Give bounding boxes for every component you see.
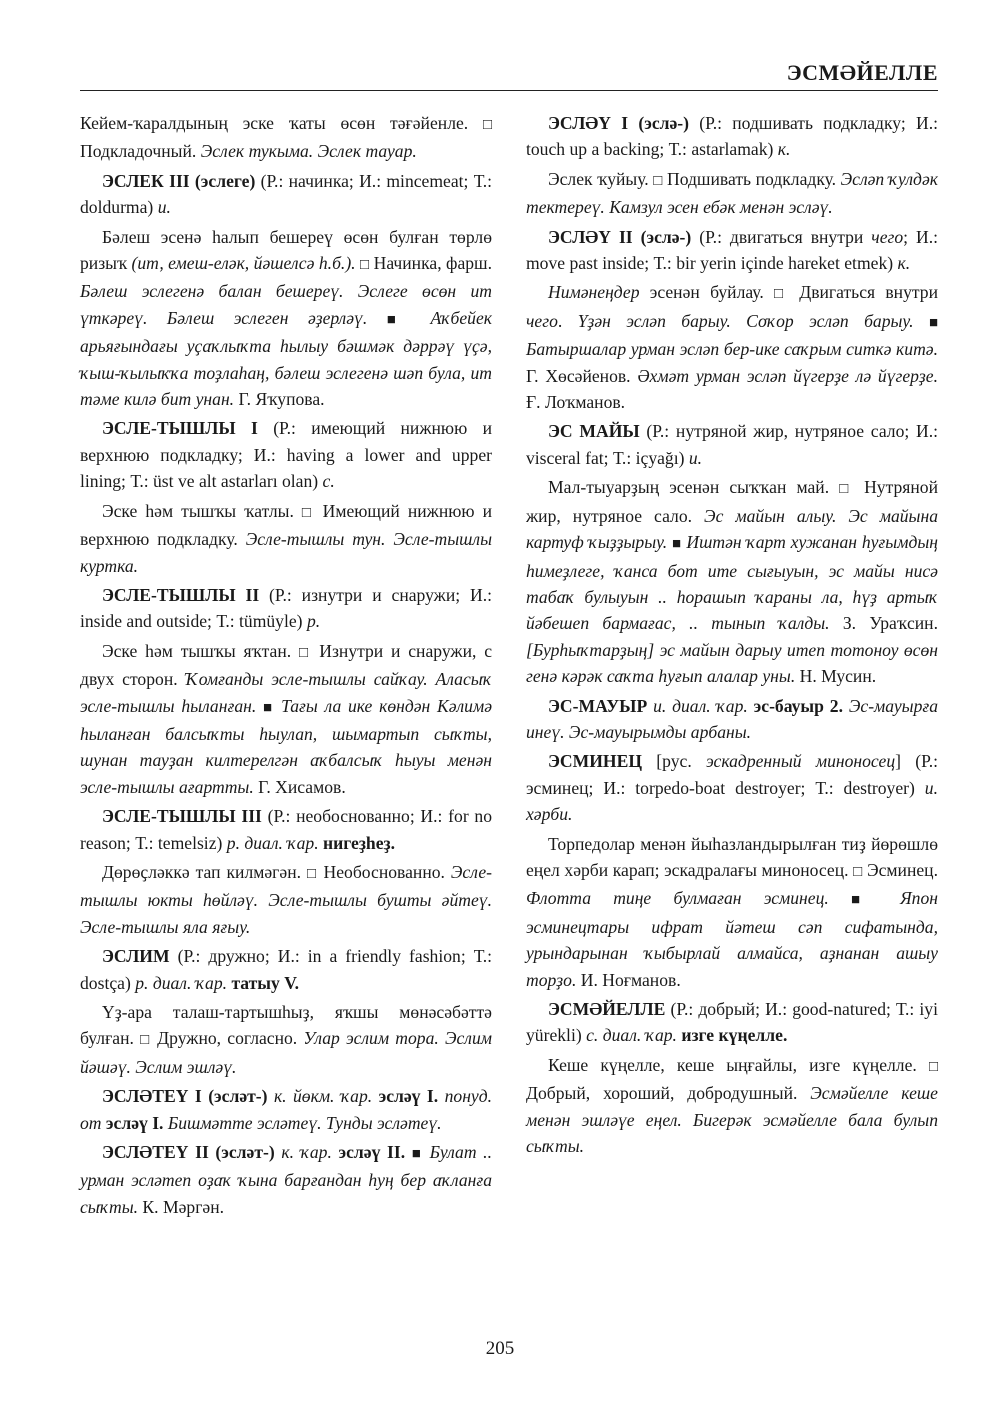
dictionary-paragraph [526,748,938,827]
text-run: Торпедолар менән йыһазландырылған тиҙ йөрөшлө еңел хәрби карап; эскадралағы миноносец. [526,833,938,880]
right-column [526,110,938,1162]
text-run [256,696,263,716]
headword: ЭСЛӘТЕҮ II (эсләт-) [102,1142,275,1163]
text-run: (Р.: дружно; И.: in a friendly fashion; Т.: dostça) [80,946,492,993]
headword: эсләү II. [338,1142,406,1163]
text-run: Эслек ҡуйыу. [548,168,654,189]
dictionary-paragraph [526,418,938,471]
italic-text: Эслек тукыма. Эслек тауар. [200,141,417,162]
text-run: (Р.: имеющий нижнюю и верхнюю подкладку; И.: having a lower and upper lining; Т.: üst ve alt astarları olan) [80,418,492,492]
italic-text: Бәлеш эслегенә балан бешереү. Эслеге өсөн ит үткәреү. Бәлеш эслеген әҙерләү. [80,281,492,328]
translation-marker-icon: □ [853,863,863,880]
text-run: (Р.: необоснованно; И.: for no reason; Т.: temelsiz) [80,806,492,853]
dictionary-paragraph [526,831,938,993]
italic-text: (ит, емеш-еләк, йәшелсә һ.б.). [131,253,356,274]
translation-marker-icon: □ [298,644,312,661]
italic-text: [Бурһыҡтарҙың] эс майын дарыу итеп тотоноу өсөн генә кәрәк саҡта һуғып алалар уны. [526,639,938,687]
text-run: Дружно, согласно. [150,1028,304,1049]
text-run: (Р.: нутряной жир, нутряное сало; И.: visceral fat; Т.: içyağı) [526,421,938,468]
text-run: З. Ураҡсин. [829,613,938,634]
translation-marker-icon: □ [360,257,370,274]
italic-text: р. диал. ҡар. [135,972,228,993]
running-head [80,42,938,91]
dictionary-paragraph [526,279,938,415]
italic-text: р. [306,611,321,632]
text-run: Н. Мусин. [795,666,877,687]
translation-marker-icon: □ [482,117,492,133]
italic-text: эскадренный миноносец [706,751,896,772]
italic-text: Эс майын алыу. Эс майына картуф ҡыҙҙырыу. [526,505,938,553]
text-run: эсенән буйлау. [639,282,774,303]
translation-marker-icon: □ [773,286,789,303]
text-run: ] (Р.: эсминец; И.: torpedo-boat destroyer; Т.: destroyer) [526,751,938,798]
italic-text: Япон эсминецтары ифрат йәтеш сәп сифатында, урындарынан ҡыбырлай алмайса, аҙнанан ашыу торҙо. [526,888,938,990]
text-run: Эсминец. [862,859,938,880]
text-run: (Р.: изнутри и снаружи; И.: inside and outside; Т.: tümüyle) [80,584,492,632]
italic-text: и. [157,197,171,218]
text-run: Дөрөҫләккә тап килмәгән. [102,861,307,882]
italic-text: Эс-мауырға инеү. Эс-мауырымды арбаны. [526,695,939,742]
dictionary-paragraph [80,168,492,221]
headword: нигеҙһеҙ. [323,832,395,853]
translation-marker-icon: □ [306,865,318,882]
example-marker-icon: ■ [851,892,878,909]
italic-text: Эсле-тышлы тун. Эсле-тышлы куртка. [80,529,492,576]
italic-text: с. [322,471,335,492]
italic-text: Тағы ла ике көндән Кәлимә һыланған балсыҡты һыулап, шымартып сыҡты, шунан тауҙан килтерелгән аҡбалсыҡ һыуы менән эсле-тышлы ағартты. [80,695,493,797]
text-run [405,1142,412,1162]
headword: ЭСМӘЙЕЛЛЕ [548,999,666,1019]
italic-text: Иштән ҡарт хужанан һуғымдың һимеҙлеге, ҡанса бот ите сығыуын, эс майы нисә табаҡ булыуын .. һорашып ҡараны ла, һүҙ артыҡ йәбешеп бармағас, .. тынып ҡалды. [526,532,938,634]
example-marker-icon: ■ [262,699,275,716]
text-run: ; И.: move past inside; Т.: bir yerin içinde hareket etmek) [526,226,938,274]
example-marker-icon: ■ [411,1146,424,1163]
text-run: Г. Хөсәйенов. [526,365,638,386]
text-run [332,1142,339,1162]
example-marker-icon: ■ [928,314,939,331]
text-run [423,1142,430,1162]
headword: ЭСЛЕ-ТЫШЛЫ III [102,806,262,827]
dictionary-paragraph [80,582,492,635]
italic-text: и. [688,447,703,468]
italic-text: к. ҡар. [281,1142,332,1163]
italic-text: Нимәнеңдер [548,282,640,303]
italic-text: и. хәрби. [526,777,938,825]
dictionary-paragraph [526,1052,938,1160]
text-run [411,308,431,328]
headword: ЭСЛЕК III (эслеге) [102,170,256,191]
example-marker-icon: ■ [386,311,411,328]
italic-text: Эсмәйелле кеше менән эшләүе еңел. Бигерәк эсмәйелле бала булып сыҡты. [526,1083,938,1157]
dictionary-paragraph [80,943,492,996]
italic-text: Флотта тиңе булмаған эсминец. [526,888,829,909]
text-run: Г. Яҡупова. [234,389,325,410]
headword: ЭСЛЕ-ТЫШЛЫ I [102,418,258,439]
italic-text: понуд. от [80,1086,492,1133]
dictionary-paragraph [80,803,492,856]
dictionary-paragraph [526,110,938,163]
headword: ЭС МАЙЫ [548,421,640,442]
italic-text: с. диал. ҡар. [586,1025,677,1046]
headword: эсләү I. [378,1086,439,1107]
text-run: Двигаться внутри [788,282,939,303]
running-head-title: ЭСМӘЙЕЛЛЕ [786,60,938,85]
headword: ЭСЛӘҮ I (эслә-) [548,113,690,133]
text-run: И. Ноғманов. [576,969,681,990]
italic-text: чего [526,310,558,331]
translation-marker-icon: □ [301,504,315,521]
headword: эс-бауыр 2. [753,695,843,716]
text-run [829,888,851,908]
dictionary-paragraph [80,1139,492,1220]
dictionary-paragraph [80,859,492,940]
italic-text: к. йөкм. ҡар. [273,1086,373,1107]
headword: ЭСЛИМ [102,946,170,967]
headword: изге күңелле. [681,1025,788,1046]
italic-text: чего [871,226,904,247]
text-run: К. Мәргән. [138,1196,225,1217]
translation-marker-icon: □ [839,481,854,498]
dictionary-paragraph [80,638,492,800]
italic-text: Аҡбейек арьяғындағы уҫаҡлыҡта һылыу бәшмәк дәррәү үҫә, ҡыш-ҡылыҡҡа тоҙлаһаң, бәлеш эслегенә шәп була, ит тәме килә бит унан. [80,307,493,410]
text-run [878,888,900,908]
dictionary-paragraph [80,999,492,1080]
text-run: Ғ. Лоҡманов. [526,392,626,413]
text-run [367,308,387,328]
italic-text: Батыршалар урман эсләп бер-ике саҡрым ситкә китә. [526,339,938,360]
text-run: Эске һәм тышҡы ҡатлы. [102,500,302,521]
text-run: Бәлеш эсенә һалып бешереү өсөн булған төрлө ризыҡ [80,226,492,274]
headword: ЭСМИНЕЦ [548,751,643,772]
dictionary-paragraph [80,110,492,165]
dictionary-paragraph [80,224,492,413]
text-run: Үҙ-ара талаш-тартышһыҙ, яҡшы мөнәсәбәттә булған. [80,1002,492,1049]
left-column [80,110,492,1223]
headword: эсләү I. [105,1112,164,1133]
dictionary-paragraph [80,415,492,494]
text-run: Необоснованно. [317,861,451,882]
dictionary-paragraph [526,166,938,221]
italic-text: к. [897,253,911,274]
text-run: Г. Хисамов. [253,776,346,797]
dictionary-paragraph [80,498,492,579]
italic-text: и. диал. ҡар. [653,695,748,716]
text-run: Изнутри и снаружи, с двух сторон. [80,640,492,690]
translation-marker-icon: □ [140,1032,151,1049]
italic-text: Эсле-тышлы юкты һөйләү. Эсле-тышлы бушты әйтеү. Эсле-тышлы яла яғыу. [80,861,492,937]
italic-text: Улар эслим тора. Эслим йәшәү. Эслим эшләү. [80,1028,492,1077]
page-number: 205 [485,1338,515,1359]
text-run: Кейем-ҡаралдының эске ҡаты өсөн тәғәйенле. [80,113,483,133]
dictionary-paragraph [526,996,938,1049]
translation-marker-icon: □ [928,1058,938,1075]
dictionary-paragraph [526,693,938,746]
text-run: (Р.: добрый; И.: good-natured; Т.: iyi yürekli) [526,999,938,1046]
italic-text: Булат .. урман эсләтеп оҙаҡ ҡына барғандан һуң бер аҡланға сыҡты. [80,1142,492,1217]
text-run: . [557,310,578,331]
headword: ЭСЛӘТЕҮ I (эсләт-) [102,1086,268,1107]
text-run: Нутряной жир, нутряное сало. [526,477,938,526]
text-run: Добрый, хороший, добродушный. [526,1083,811,1104]
italic-text: Бишмәтте эсләтеү. Тунды эсләтеү. [167,1112,442,1133]
headword: ЭС-МАУЫР [548,695,648,716]
text-run: Мал-тыуарҙың эсенән сыҡҡан май. [548,477,840,498]
example-marker-icon: ■ [672,536,682,553]
text-run: Начинка, фарш. [369,253,492,274]
text-run: (Р.: двигаться внутри [691,226,872,247]
italic-text: Әхмәт урман эсләп йүгерҙе лә йүгерҙе. [637,365,938,386]
italic-text: Эсләп ҡулдәк тектереү. Камзул эсен ебәк менән эсләү. [526,168,938,218]
text-run: Эске һәм тышҡы яҡтан. [102,640,299,661]
text-run: Кеше күңелле, кеше ыңғайлы, изге күңелле. [548,1054,929,1075]
italic-text: к. [777,139,791,160]
italic-text: Үҙән эсләп барыу. Соҡор эсләп барыу. [577,310,914,331]
text-run: [рус. [642,751,706,772]
dictionary-paragraph [526,474,938,689]
dictionary-paragraph [526,224,938,277]
italic-text: р. диал. ҡар. [226,832,319,853]
text-run: Подшивать подкладку. [662,168,841,189]
italic-text: Ҡомғанды эсле-тышлы сайҡау. Аласыҡ эсле-тышлы һыланған. [80,669,492,716]
headword: ЭСЛӘҮ II (эслә-) [548,226,692,247]
translation-marker-icon: □ [653,172,663,189]
text-run: Имеющий нижнюю и верхнюю подкладку. [80,500,492,550]
headword: татыу V. [231,972,300,993]
headword: ЭСЛЕ-ТЫШЛЫ II [102,584,260,605]
text-run [914,311,929,331]
text-run: (Р.: подшивать подкладку; И.: touch up a backing; Т.: astarlamak) [526,113,939,160]
text-run: (Р.: начинка; И.: mincemeat; Т.: doldurma) [80,170,493,218]
text-run: Подкладочный. [80,141,201,162]
dictionary-paragraph [80,1083,492,1136]
